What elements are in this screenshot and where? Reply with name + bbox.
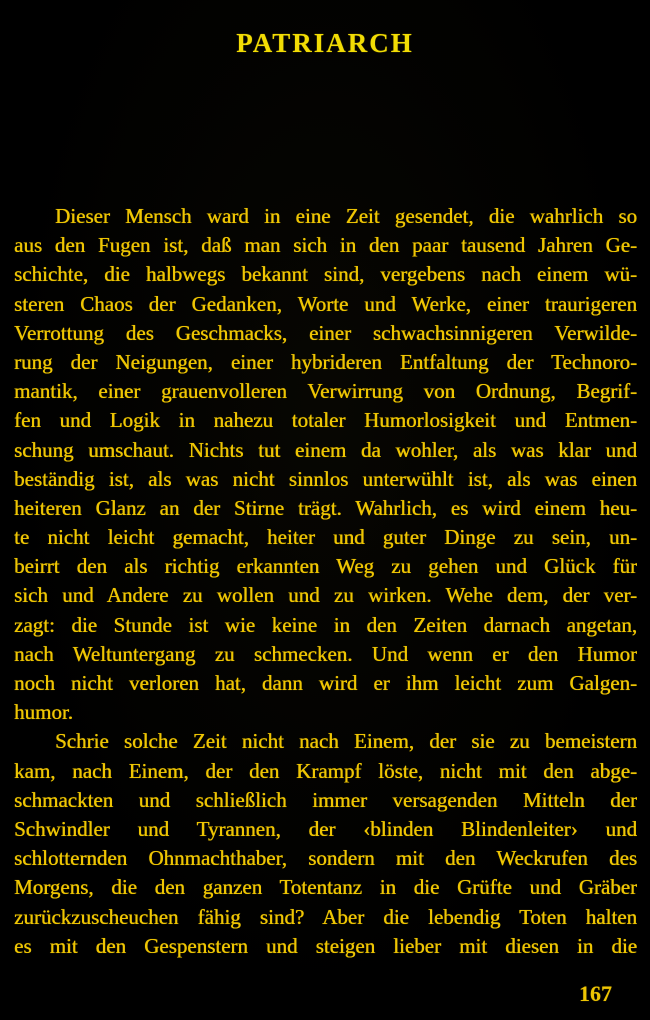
text-line: schichte, die halbwegs bekannt sind, vergebens nach einem wü- <box>14 262 637 287</box>
text-line: zurückzuscheuchen fähig sind? Aber die lebendig Toten halten <box>14 904 637 929</box>
text-line: schlotternden Ohnmachthaber, sondern mit den Weckrufen des <box>14 846 637 871</box>
body-text-block <box>14 202 637 961</box>
text-line: nach Weltuntergang zu schmecken. Und wenn er den Humor <box>14 641 637 666</box>
text-line: aus den Fugen ist, daß man sich in den paar tausend Jahren Ge- <box>14 233 637 258</box>
text-line: Schwindler und Tyrannen, der ‹blinden Blindenleiter› und <box>14 816 637 841</box>
text-line: Morgens, die den ganzen Totentanz in die Grüfte und Gräber <box>14 875 637 900</box>
page-number: 167 <box>579 981 612 1006</box>
text-line: noch nicht verloren hat, dann wird er ihm leicht zum Galgen- <box>14 671 637 695</box>
text-line: steren Chaos der Gedanken, Worte und Werke, einer traurigeren <box>14 291 637 316</box>
text-line: Dieser Mensch ward in eine Zeit gesendet, die wahrlich so <box>55 204 637 228</box>
text-line: zagt: die Stunde ist wie keine in den Zeiten darnach angetan, <box>14 612 637 637</box>
text-line: beständig ist, als was nicht sinnlos unterwühlt ist, als was einen <box>14 466 637 491</box>
text-line: schung umschaut. Nichts tut einem da wohler, als was klar und <box>14 437 637 462</box>
text-line: te nicht leicht gemacht, heiter und guter Dinge zu sein, un- <box>14 525 637 550</box>
text-line: Schrie solche Zeit nicht nach Einem, der sie zu bemeistern <box>55 729 637 754</box>
text-line: es mit den Gespenstern und steigen lieber mit diesen in die <box>14 933 637 958</box>
text-line: fen und Logik in nahezu totaler Humorlosigkeit und Entmen- <box>14 408 637 433</box>
text-line: schmackten und schließlich immer versagenden Mitteln der <box>14 787 637 812</box>
text-line: humor. <box>14 700 73 725</box>
text-line: Verrottung des Geschmacks, einer schwachsinnigeren Verwilde- <box>14 320 637 345</box>
page-title: PATRIARCH <box>236 28 414 58</box>
text-line: mantik, einer grauenvolleren Verwirrung von Ordnung, Begrif- <box>14 379 637 404</box>
text-line: kam, nach Einem, der den Krampf löste, nicht mit den abge- <box>14 758 637 783</box>
text-line: beirrt den als richtig erkannten Weg zu gehen und Glück für <box>14 554 637 579</box>
text-line: heiteren Glanz an der Stirne trägt. Wahrlich, es wird einem heu- <box>14 495 637 520</box>
text-line: sich und Andere zu wollen und zu wirken. Wehe dem, der ver- <box>14 583 637 608</box>
text-line: rung der Neigungen, einer hybrideren Entfaltung der Technoro- <box>14 349 637 374</box>
